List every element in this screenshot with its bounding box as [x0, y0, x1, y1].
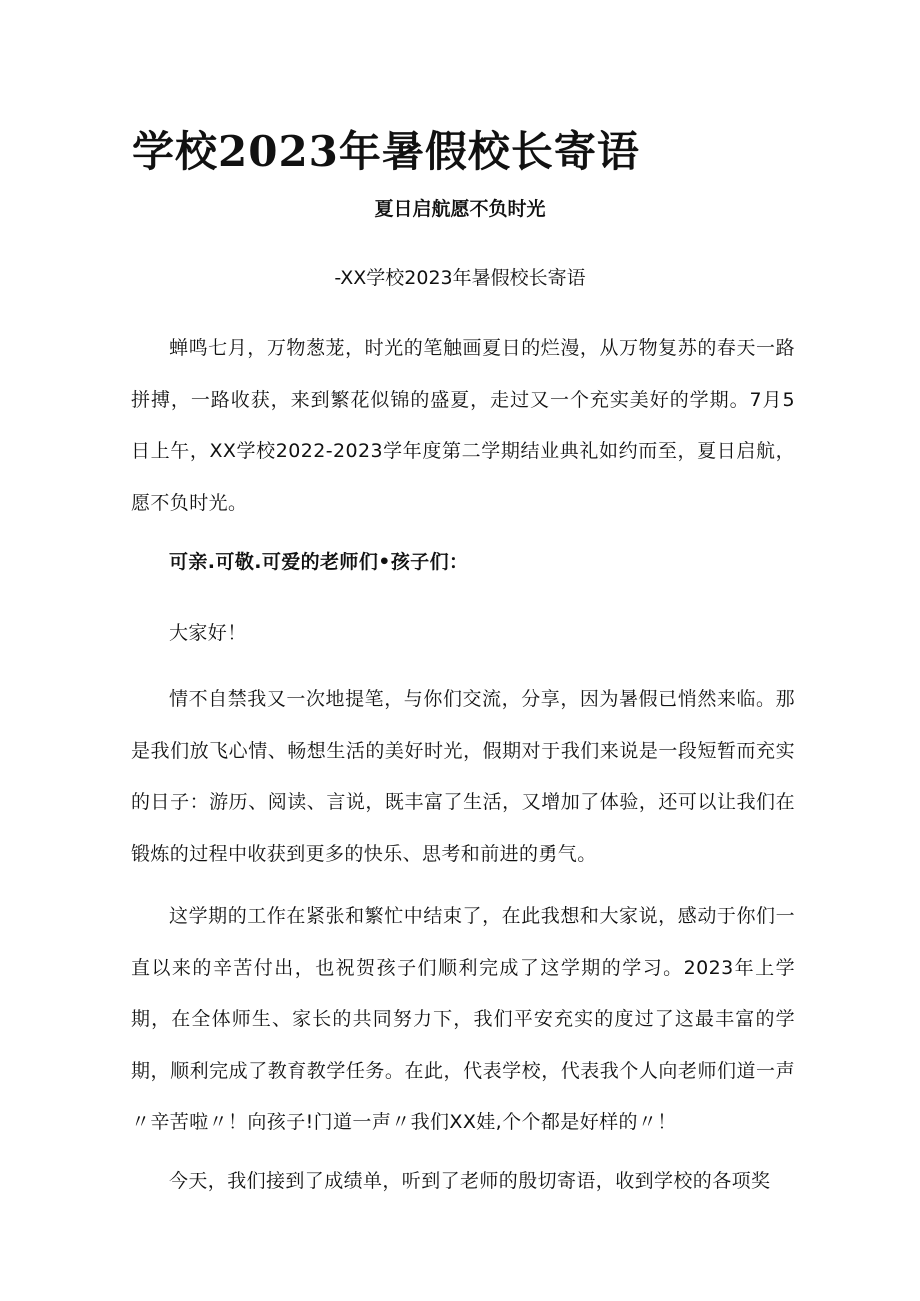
- document-byline: -XX学校2023年暑假校长寄语: [334, 267, 586, 289]
- paragraph-summer-holiday: 情不自禁我又一次地提笔，与你们交流，分享，因为暑假已悄然来临。那是我们放飞心情、畅想生活的美好时光，假期对于我们来说是一段短暂而充实的日子：游历、阅读、言说，既丰富了生活，又增加了体验，还可以让我们在锻炼的过程中收获到更多的快乐、思考和前进的勇气。: [131, 688, 795, 865]
- paragraph-greeting: 大家好！: [169, 622, 247, 644]
- paragraph-today: 今天，我们接到了成绩单，听到了老师的殷切寄语，收到学校的各项奖: [169, 1170, 771, 1192]
- paragraph-salutation: 可亲.可敬.可爱的老师们•孩子们：: [169, 551, 469, 573]
- document-title: 学校2023年暑假校长寄语: [132, 127, 640, 176]
- document-subtitle: 夏日启航愿不负时光: [374, 198, 546, 220]
- paragraph-semester-thanks: 这学期的工作在紧张和繁忙中结束了，在此我想和大家说，感动于你们一直以来的辛苦付出，也祝贺孩子们顺利完成了这学期的学习。2023年上学期，在全体师生、家长的共同努力下，我们平安充实的度过了这最丰富的学期，顺利完成了教育教学任务。在此，代表学校，代表我个人向老师们道一声〃辛苦啦〃！向孩子!门道一声〃我们XX娃,个个都是好样的〃！: [131, 905, 795, 1133]
- paragraph-intro: 蝉鸣七月，万物葱茏，时光的笔触画夏日的烂漫，从万物复苏的春天一路拼搏，一路收获，来到繁花似锦的盛夏，走过又一个充实美好的学期。7月5日上午，XX学校2022-2023学年度第二学期结业典礼如约而至，夏日启航，愿不负时光。: [131, 337, 795, 514]
